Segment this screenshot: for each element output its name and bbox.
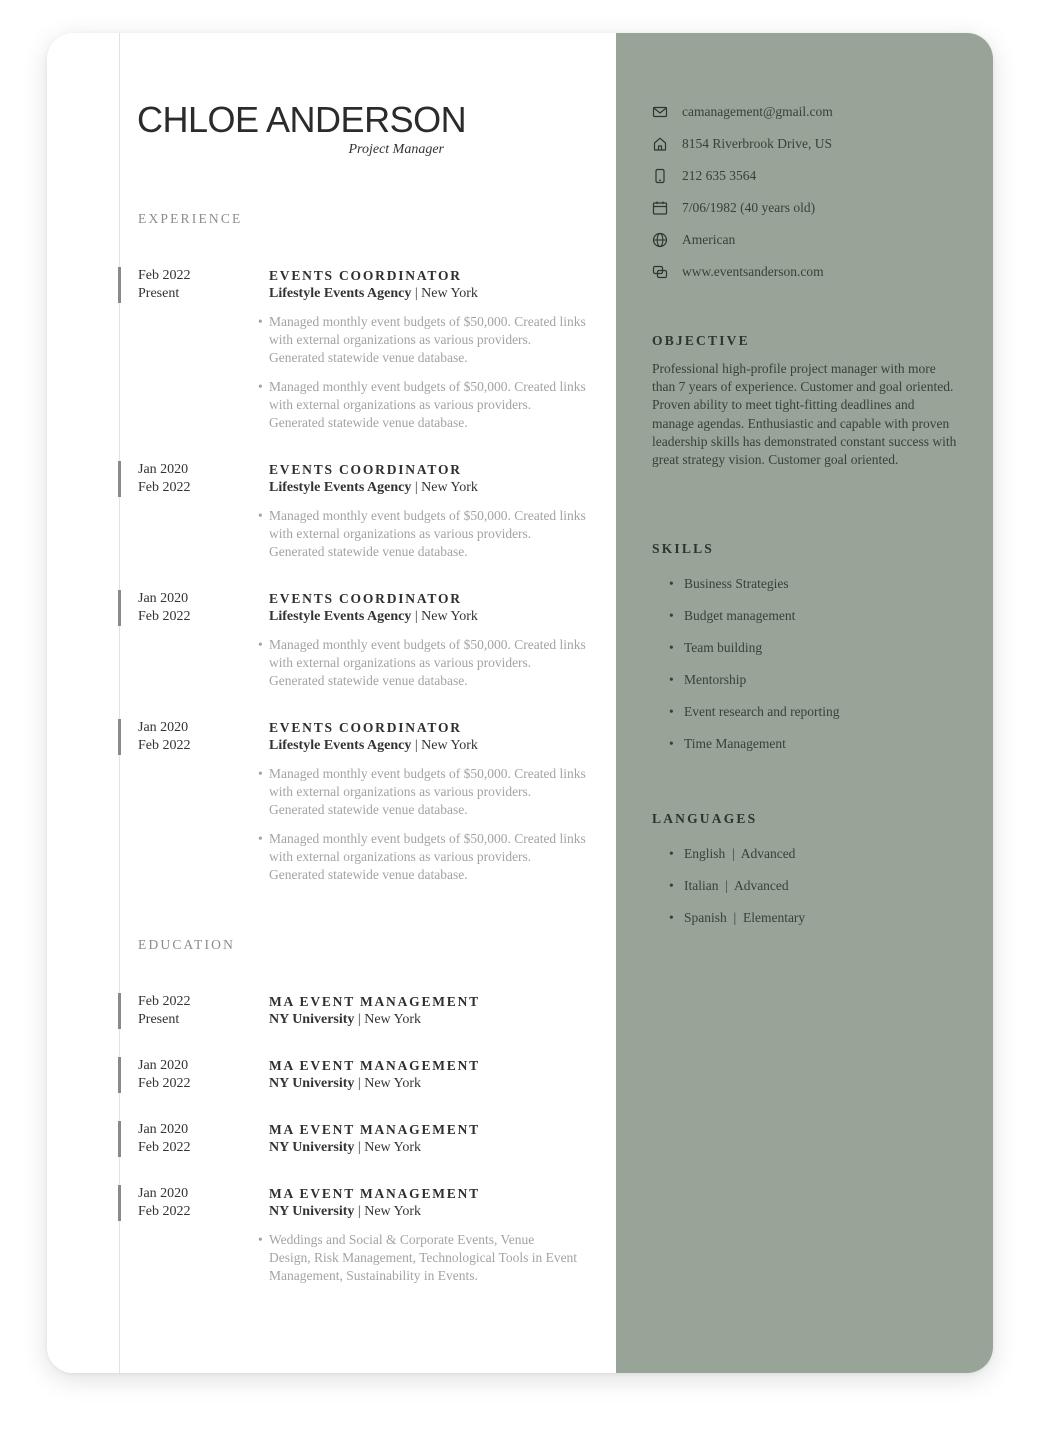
candidate-name: CHLOE ANDERSON (137, 99, 467, 140)
entry-dates (138, 1057, 191, 1093)
entry-company: Lifestyle Events Agency (269, 738, 412, 753)
entry-bullet: • Managed monthly event budgets of $50,000. Created links with external organizations as various providers. Generated statewide venue database. (258, 831, 586, 882)
entry-end-date: Feb 2022 (138, 738, 191, 753)
contact-email-text: camanagement@gmail.com (682, 104, 833, 119)
mail-icon (652, 104, 668, 120)
entry-start-date: Jan 2020 (138, 1058, 189, 1073)
contact-phone-text: 212 635 3564 (682, 168, 757, 183)
entry-company: Lifestyle Events Agency (269, 609, 412, 624)
contact-birthdate (652, 198, 982, 218)
entry-marker (118, 461, 121, 497)
entry-location: | New York (354, 1076, 422, 1091)
entry-role: EVENTS COORDINATOR (269, 268, 462, 283)
skill-item: • Team building (652, 638, 972, 670)
candidate-job-title: Project Manager (348, 142, 444, 157)
contact-birthdate-text: 7/06/1982 (40 years old) (682, 200, 816, 215)
entry-location: | New York (411, 609, 478, 624)
entry-start-date: Jan 2020 (138, 1186, 189, 1201)
entry-bullet: • Managed monthly event budgets of $50,000. Created links with external organizations as various providers. Generated statewide venue database. (258, 637, 586, 688)
entry-degree: MA EVENT MANAGEMENT (269, 1186, 480, 1201)
resume-page (47, 33, 993, 1373)
entry-location: | New York (411, 738, 478, 753)
skill-item: • Business Strategies (652, 574, 972, 606)
skill-item: • Event research and reporting (652, 702, 972, 734)
entry-school: NY University (269, 1204, 355, 1219)
entry-bullet: • Managed monthly event budgets of $50,000. Created links with external organizations as various providers. Generated statewide venue database. (258, 766, 586, 817)
entry-dates (138, 993, 191, 1029)
contact-address-text: 8154 Riverbrook Drive, US (682, 136, 832, 151)
link-icon (652, 264, 668, 280)
skill-item: • Budget management (652, 606, 972, 638)
entry-degree: MA EVENT MANAGEMENT (269, 994, 480, 1009)
entry-end-date: Feb 2022 (138, 1076, 191, 1091)
entry-degree: MA EVENT MANAGEMENT (269, 1122, 480, 1137)
entry-organization (269, 479, 478, 497)
globe-icon (652, 232, 668, 248)
languages-heading: LANGUAGES (652, 811, 758, 826)
main-column (47, 33, 616, 1373)
entry-dates (138, 267, 191, 303)
entry-start-date: Jan 2020 (138, 1122, 189, 1137)
entry-end-date: Present (138, 1012, 180, 1027)
entry-bullet: • Weddings and Social & Corporate Events, Venue Design, Risk Management, Technological Tools in Event Management, Sustainability in Events. (258, 1232, 578, 1283)
entry-start-date: Feb 2022 (138, 994, 191, 1009)
entry-school-line (269, 1011, 421, 1029)
phone-icon (652, 168, 668, 184)
skills-heading: SKILLS (652, 541, 714, 556)
timeline-line (119, 33, 120, 1373)
entry-organization (269, 608, 478, 626)
language-item: • English | Advanced (652, 844, 972, 876)
languages-list (652, 844, 972, 940)
entry-location: | New York (354, 1012, 422, 1027)
entry-organization (269, 737, 478, 755)
entry-location: | New York (354, 1140, 422, 1155)
experience-heading: EXPERIENCE (138, 211, 243, 226)
entry-role: EVENTS COORDINATOR (269, 462, 462, 477)
skill-item: • Time Management (652, 734, 972, 766)
entry-end-date: Feb 2022 (138, 1204, 191, 1219)
entry-marker (118, 1185, 121, 1221)
contact-phone (652, 166, 982, 186)
objective-heading: OBJECTIVE (652, 333, 750, 348)
entry-marker (118, 719, 121, 755)
objective-text: Professional high-profile project manager with more than 7 years of experience. Customer and goal oriented. Proven ability to meet tight-fitting deadlines and manage agendas. Enthusiastic and capable with proven leadership skills has demonstrated constant success with great strategy vision. Customer goal oriented. (652, 361, 957, 468)
skill-item: • Mentorship (652, 670, 972, 702)
entry-end-date: Present (138, 286, 180, 301)
entry-school-line (269, 1139, 421, 1157)
sidebar (616, 33, 993, 1373)
entry-start-date: Jan 2020 (138, 462, 189, 477)
contact-nationality (652, 230, 982, 250)
entry-marker (118, 1121, 121, 1157)
entry-marker (118, 993, 121, 1029)
entry-marker (118, 1057, 121, 1093)
entry-dates (138, 590, 191, 626)
entry-dates (138, 461, 191, 497)
entry-role: EVENTS COORDINATOR (269, 591, 462, 606)
skills-list (652, 574, 972, 766)
entry-role: EVENTS COORDINATOR (269, 720, 462, 735)
entry-marker (118, 590, 121, 626)
entry-location: | New York (411, 480, 478, 495)
entry-company: Lifestyle Events Agency (269, 480, 412, 495)
entry-start-date: Feb 2022 (138, 268, 191, 283)
entry-end-date: Feb 2022 (138, 480, 191, 495)
entry-dates (138, 1185, 191, 1221)
contact-address (652, 134, 982, 154)
entry-school-line (269, 1075, 421, 1093)
entry-dates (138, 1121, 191, 1157)
language-item: • Spanish | Elementary (652, 908, 972, 940)
entry-end-date: Feb 2022 (138, 609, 191, 624)
entry-bullet: • Managed monthly event budgets of $50,000. Created links with external organizations as various providers. Generated statewide venue database. (258, 314, 586, 365)
contact-website-text: www.eventsanderson.com (682, 264, 824, 279)
language-item: • Italian | Advanced (652, 876, 972, 908)
entry-location: | New York (354, 1204, 422, 1219)
entry-dates (138, 719, 191, 755)
contact-website (652, 262, 982, 282)
calendar-icon (652, 200, 668, 216)
entry-organization (269, 285, 478, 303)
entry-start-date: Jan 2020 (138, 591, 189, 606)
entry-company: Lifestyle Events Agency (269, 286, 412, 301)
entry-school: NY University (269, 1012, 355, 1027)
entry-end-date: Feb 2022 (138, 1140, 191, 1155)
entry-school: NY University (269, 1076, 355, 1091)
entry-bullet: • Managed monthly event budgets of $50,000. Created links with external organizations as various providers. Generated statewide venue database. (258, 508, 586, 559)
entry-school-line (269, 1203, 421, 1221)
home-icon (652, 136, 668, 152)
education-heading: EDUCATION (138, 937, 236, 952)
entry-marker (118, 267, 121, 303)
contact-nationality-text: American (682, 232, 736, 247)
entry-degree: MA EVENT MANAGEMENT (269, 1058, 480, 1073)
entry-location: | New York (411, 286, 478, 301)
contact-email (652, 102, 982, 122)
entry-start-date: Jan 2020 (138, 720, 189, 735)
entry-school: NY University (269, 1140, 355, 1155)
entry-bullet: • Managed monthly event budgets of $50,000. Created links with external organizations as various providers. Generated statewide venue database. (258, 379, 586, 430)
